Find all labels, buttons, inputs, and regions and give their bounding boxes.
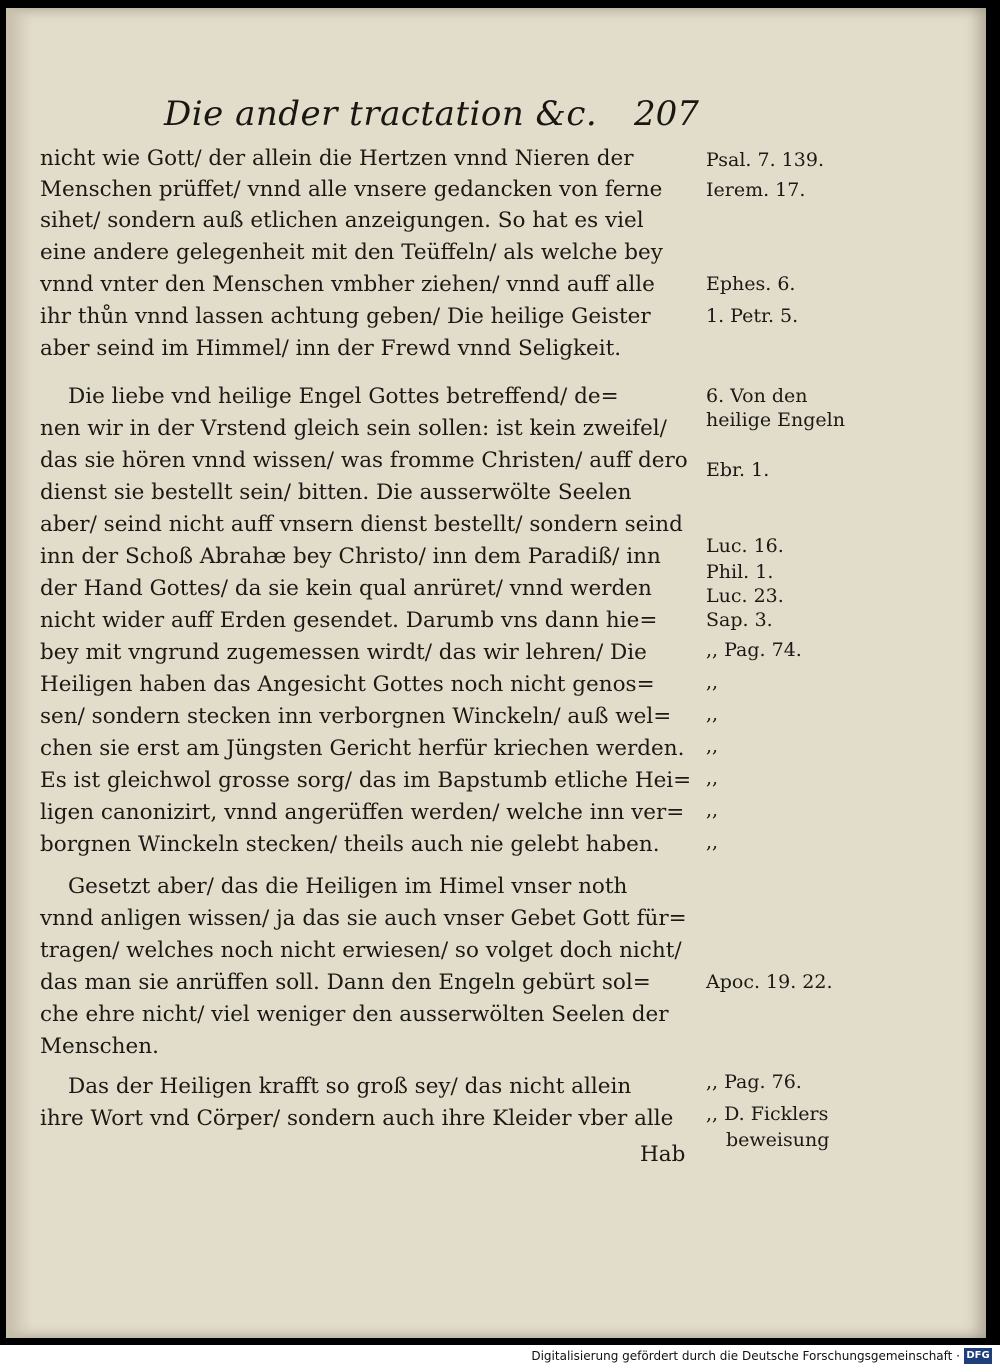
margin-note: Luc. 23. — [706, 585, 784, 607]
text-line: chen sie erst am Jüngsten Gericht herfür kriechen werden. — [40, 736, 685, 761]
margin-note: heilige Engeln — [706, 409, 845, 431]
text-line: Es ist gleichwol grosse sorg/ das im Bapstumb etliche Hei= — [40, 768, 692, 793]
margin-note: 1. Petr. 5. — [706, 305, 799, 327]
margin-note: Ebr. 1. — [706, 459, 770, 481]
margin-note: 6. Von den — [706, 385, 808, 407]
funding-credit: Digitalisierung gefördert durch die Deutsche Forschungsgemeinschaft · — [531, 1349, 960, 1363]
margin-note: Phil. 1. — [706, 561, 774, 583]
dfg-logo: DFG — [964, 1348, 992, 1364]
margin-note: ,, Pag. 74. — [706, 639, 802, 661]
text-line: Das der Heiligen krafft so groß sey/ das nicht allein — [68, 1074, 632, 1099]
text-line: der Hand Gottes/ da sie kein qual anrüret/ vnnd werden — [40, 576, 652, 601]
margin-note: ,, — [706, 735, 719, 757]
text-line: nicht wider auff Erden gesendet. Darumb vns dann hie= — [40, 608, 658, 633]
text-line: tragen/ welches noch nicht erwiesen/ so volget doch nicht/ — [40, 938, 682, 963]
text-line: sen/ sondern stecken inn verborgnen Winckeln/ auß wel= — [40, 704, 672, 729]
text-line: nicht wie Gott/ der allein die Hertzen vnnd Nieren der — [40, 146, 634, 171]
margin-note: Ephes. 6. — [706, 273, 796, 295]
text-line: bey mit vngrund zugemessen wirdt/ das wir lehren/ Die — [40, 640, 647, 665]
catchword: Hab — [640, 1142, 686, 1167]
margin-note: ,, Pag. 76. — [706, 1071, 802, 1093]
text-line: che ehre nicht/ viel weniger den ausserwölten Seelen der — [40, 1002, 669, 1027]
text-line: das sie hören vnnd wissen/ was fromme Christen/ auff dero — [40, 448, 688, 473]
margin-note: Apoc. 19. 22. — [706, 971, 833, 993]
text-line: sihet/ sondern auß etlichen anzeigungen. So hat es viel — [40, 208, 644, 233]
text-line: Die liebe vnd heilige Engel Gottes betreffend/ de= — [68, 384, 619, 409]
text-line: vnnd vnter den Menschen vmbher ziehen/ vnnd auff alle — [40, 272, 655, 297]
margin-note: Sap. 3. — [706, 609, 773, 631]
margin-note: Psal. 7. 139. — [706, 149, 824, 171]
text-line: das man sie anrüffen soll. Dann den Engeln gebürt sol= — [40, 970, 651, 995]
margin-note: Ierem. 17. — [706, 179, 806, 201]
text-line: vnnd anligen wissen/ ja das sie auch vnser Gebet Gott für= — [40, 906, 687, 931]
text-line: ihre Wort vnd Cörper/ sondern auch ihre Kleider vber alle — [40, 1106, 674, 1131]
text-line: eine andere gelegenheit mit den Teüffeln/ als welche bey — [40, 240, 663, 265]
margin-note: ,, — [706, 671, 719, 693]
text-line: Menschen. — [40, 1034, 159, 1059]
text-line: aber/ seind nicht auff vnsern dienst bestellt/ sondern seind — [40, 512, 683, 537]
page-number: 207 — [634, 94, 699, 134]
text-line: ihr thůn vnnd lassen achtung geben/ Die heilige Geister — [40, 304, 651, 329]
margin-note: ,, — [706, 799, 719, 821]
text-line: borgnen Winckeln stecken/ theils auch nie gelebt haben. — [40, 832, 660, 857]
margin-note: ,, — [706, 703, 719, 725]
text-line: dienst sie bestellt sein/ bitten. Die ausserwölte Seelen — [40, 480, 632, 505]
text-line: aber seind im Himmel/ inn der Frewd vnnd Seligkeit. — [40, 336, 622, 361]
margin-note: beweisung — [726, 1129, 830, 1151]
text-line: Heiligen haben das Angesicht Gottes noch nicht genos= — [40, 672, 655, 697]
running-title: Die ander tractation &c. — [164, 94, 598, 134]
margin-note: ,, D. Ficklers — [706, 1103, 829, 1125]
digitization-footer — [0, 1345, 1000, 1369]
margin-note: ,, — [706, 767, 719, 789]
text-line: nen wir in der Vrstend gleich sein sollen: ist kein zweifel/ — [40, 416, 667, 441]
text-line: Menschen prüffet/ vnnd alle vnsere gedancken von ferne — [40, 177, 663, 202]
scanned-page — [6, 8, 986, 1338]
text-line: inn der Schoß Abrahæ bey Christo/ inn dem Paradiß/ inn — [40, 544, 661, 569]
text-line: Gesetzt aber/ das die Heiligen im Himel vnser noth — [68, 874, 628, 899]
margin-note: Luc. 16. — [706, 535, 784, 557]
page-header — [164, 90, 724, 140]
margin-note: ,, — [706, 831, 719, 853]
text-line: ligen canonizirt, vnnd angerüffen werden/ welche inn ver= — [40, 800, 685, 825]
